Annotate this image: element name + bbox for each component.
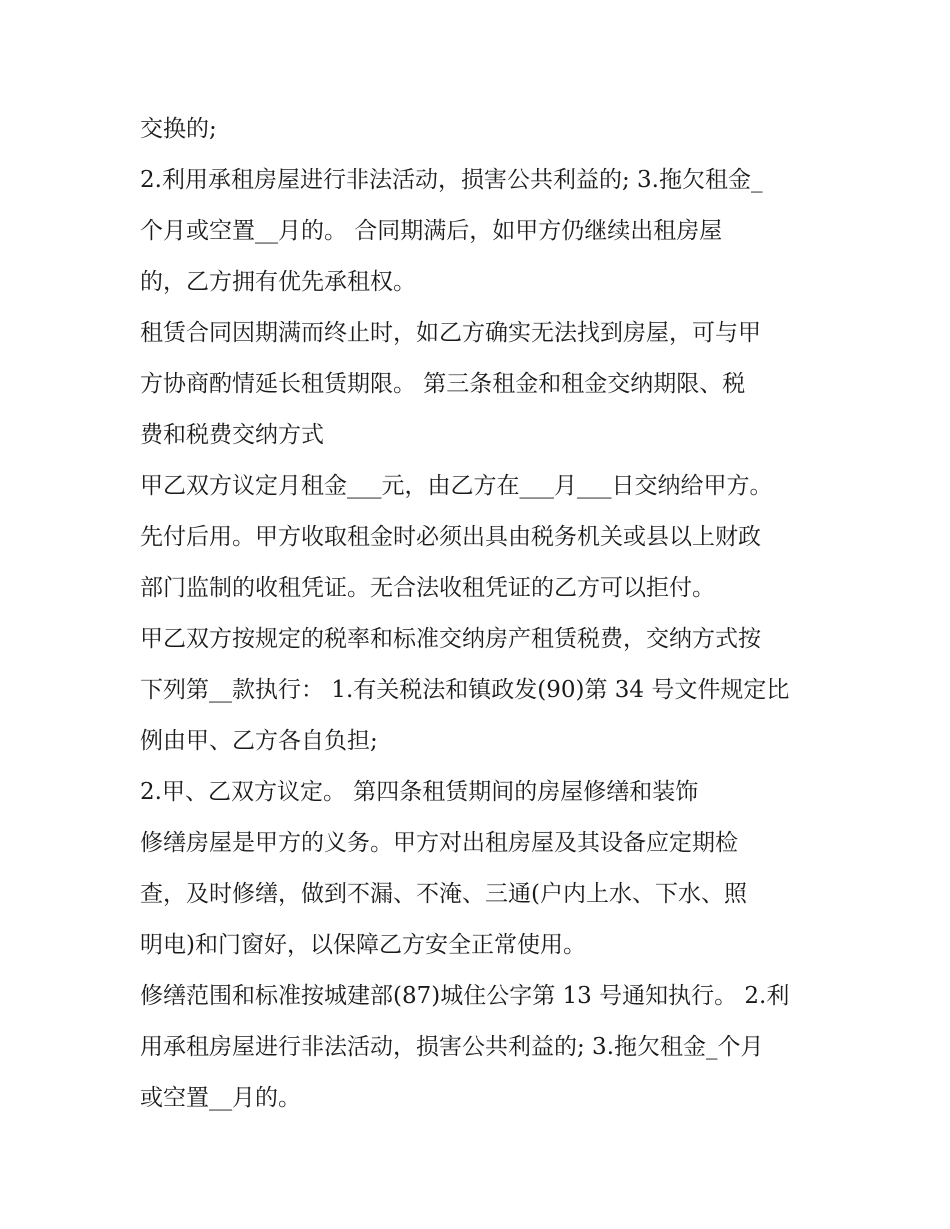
- text-line-5: 租赁合同因期满而终止时，如乙方确实无法找到房屋，可与甲: [140, 320, 761, 346]
- text-line-2: 2.利用承租房屋进行非法活动，损害公共利益的; 3.拖欠租金_: [140, 167, 763, 193]
- text-line-10: 部门监制的收租凭证。无合法收租凭证的乙方可以拒付。: [140, 575, 715, 601]
- text-line-8: 甲乙双方议定月租金___元，由乙方在___月___日交纳给甲方。: [140, 473, 773, 499]
- text-line-4: 的，乙方拥有优先承租权。: [140, 269, 416, 295]
- text-line-17: 明电)和门窗好，以保障乙方安全正常使用。: [140, 932, 586, 958]
- document-body: [140, 104, 830, 1124]
- text-line-3: 个月或空置__月的。 合同期满后，如甲方仍继续出租房屋: [140, 218, 723, 244]
- text-line-11: 甲乙双方按规定的税率和标准交纳房产租赁税费，交纳方式按: [140, 626, 761, 652]
- text-line-6: 方协商酌情延长租赁期限。 第三条租金和租金交纳期限、税: [140, 371, 746, 397]
- text-line-1: 交换的;: [140, 116, 217, 142]
- text-line-18: 修缮范围和标准按城建部(87)城住公字第 13 号通知执行。 2.利: [140, 983, 790, 1009]
- text-line-7: 费和税费交纳方式: [140, 422, 324, 448]
- text-line-15: 修缮房屋是甲方的义务。甲方对出租房屋及其设备应定期检: [140, 830, 738, 856]
- text-line-12: 下列第__款执行： 1.有关税法和镇政发(90)第 34 号文件规定比: [140, 677, 790, 703]
- text-line-14: 2.甲、乙双方议定。 第四条租赁期间的房屋修缮和装饰: [140, 779, 699, 805]
- text-line-16: 查，及时修缮，做到不漏、不淹、三通(户内上水、下水、照: [140, 881, 747, 907]
- text-line-9: 先付后用。甲方收取租金时必须出具由税务机关或县以上财政: [140, 524, 761, 550]
- text-line-20: 或空置__月的。: [140, 1085, 301, 1111]
- text-line-19: 用承租房屋进行非法活动，损害公共利益的; 3.拖欠租金_个月: [140, 1034, 764, 1060]
- text-line-13: 例由甲、乙方各自负担;: [140, 728, 378, 754]
